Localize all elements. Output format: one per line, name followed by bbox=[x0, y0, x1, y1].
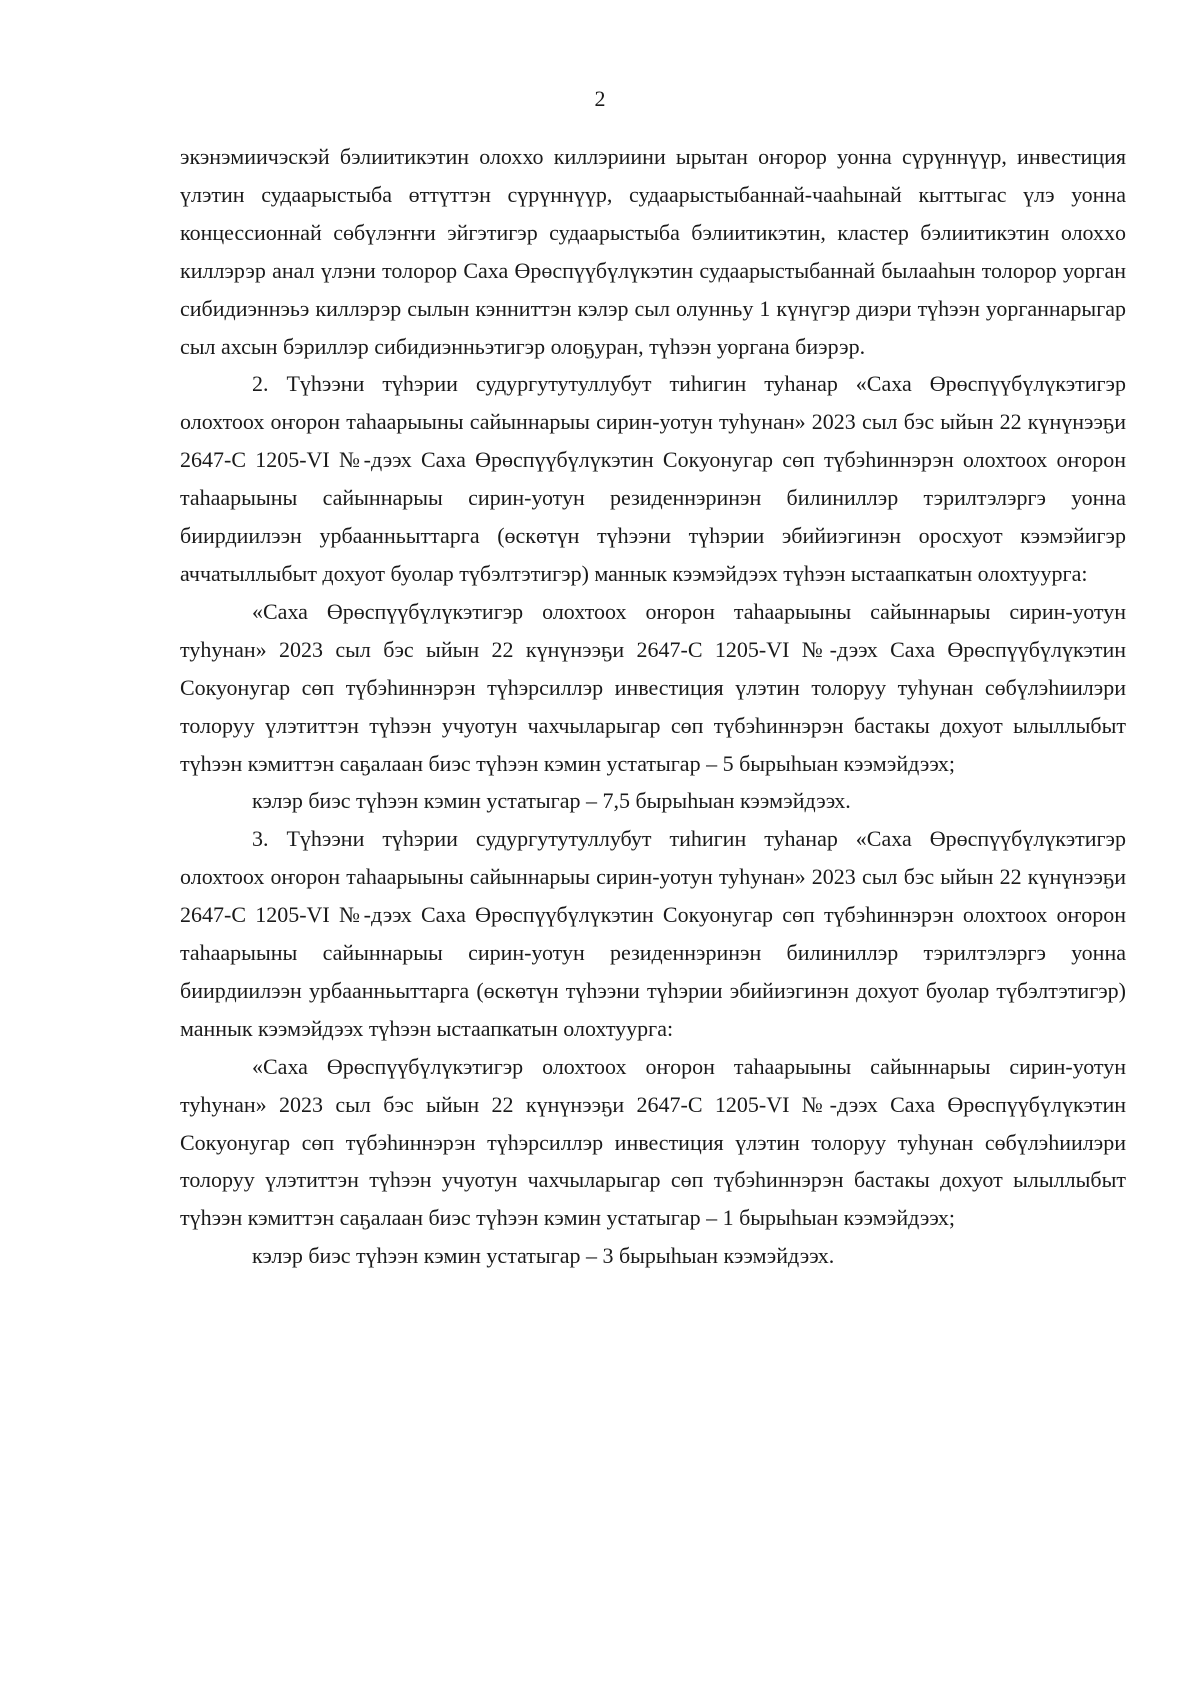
paragraph-7: кэлэр биэс түһээн кэмин устатыгар – 3 бырыһыан кээмэйдээх. bbox=[252, 1243, 835, 1269]
paragraph-2: 2. Түһээни түһэрии судургутутуллубут тиһигин туһанар «Саха Өрөспүүбүлүкэтигэр олохтоох оҥорон таһаарыыны сайыннарыы сирин-уотун туһунан» 2023 сыл бэс ыйын 22 күнүнээҕи 2647-С 1205-VI №-дээх Саха Өрөспүүбүлүкэтин Сокуонугар сөп түбэһиннэрэн олохтоох оҥорон таһаарыыны сайыннарыы сирин-уотун резиденнэринэн билиниллэр тэрилтэлэргэ уонна биирдиилээн урбаанньыттарга (өскөтүн түһээни түһэрии эбийиэгинэн оросхуот кээмэйигэр аччатыллыбыт дохуот буолар түбэлтэтигэр) маннык кээмэйдээх түһээн ыстаапкатын олохтуурга: bbox=[180, 371, 1126, 586]
paragraph-3: «Саха Өрөспүүбүлүкэтигэр олохтоох оҥорон таһаарыыны сайыннарыы сирин-уотун туһунан» 2023 сыл бэс ыйын 22 күнүнээҕи 2647-С 1205-VI №-дээх Саха Өрөспүүбүлүкэтин Сокуонугар сөп түбэһиннэрэн түһэрсиллэр инвестиция үлэтин толоруу туһунан сөбүлэһиилэри толоруу үлэтиттэн түһээн учуотун чахчыларыгар сөп түбэһиннэрэн бастакы дохуот ылыллыбыт түһээн кэмиттэн саҕалаан биэс түһээн кэмин устатыгар – 5 бырыһыан кээмэйдээх; bbox=[180, 598, 1126, 776]
page-number: 2 bbox=[594, 86, 606, 111]
paragraph-4: кэлэр биэс түһээн кэмин устатыгар – 7,5 бырыһыан кээмэйдээх. bbox=[252, 788, 851, 814]
document-body bbox=[180, 138, 1126, 1275]
paragraph-1: экэнэмиичэскэй бэлиитикэтин олоххо киллэриини ырытан оҥорор уонна сүрүннүүр, инвестиция үлэтин судаарыстыба өттүттэн сүрүннүүр, судаарыстыбаннай-чааһынай кыттыгас үлэ уонна концессионнай сөбүлэҥҥи эйгэтигэр судаарыстыба бэлиитикэтин, кластер бэлиитикэтин олохxo киллэрэр анал үлэни толорор Саха Өрөспүүбүлүкэтин судаарыстыбаннай былааһын толорор уорган сибидиэннэьэ киллэрэр сылын кэнниттэн кэлэр сыл олунньу 1 күнүгэр диэри түһээн уорганнарыгар сыл ахсын бэриллэр сибидиэнньэтигэр олоҕуран, түһээн уоргана биэрэр. bbox=[180, 144, 1126, 359]
paragraph-6: «Саха Өрөспүүбүлүкэтигэр олохтоох оҥорон таһаарыыны сайыннарыы сирин-уотун туһунан» 2023 сыл бэс ыйын 22 күнүнээҕи 2647-С 1205-VI №-дээх Саха Өрөспүүбүлүкэтин Сокуонугар сөп түбэһиннэрэн түһэрсиллэр инвестиция үлэтин толоруу туһунан сөбүлэһиилэри толоруу үлэтиттэн түһээн учуотун чахчыларыгар сөп түбэһиннэрэн бастакы дохуот ылыллыбыт түһээн кэмиттэн саҕалаан биэс түһээн кэмин устатыгар – 1 бырыһыан кээмэйдээх; bbox=[180, 1053, 1126, 1231]
paragraph-5: 3. Түһээни түһэрии судургутутуллубут тиһигин туһанар «Саха Өрөспүүбүлүкэтигэр олохтоох оҥорон таһаарыыны сайыннарыы сирин-уотун туһунан» 2023 сыл бэс ыйын 22 күнүнээҕи 2647-С 1205-VI №-дээх Саха Өрөспүүбүлүкэтин Сокуонугар сөп түбэһиннэрэн олохтоох оҥорон таһаарыыны сайыннарыы сирин-уотун резиденнэринэн билиниллэр тэрилтэлэргэ уонна биирдиилээн урбаанньыттарга (өскөтүн түһээни түһэрии эбийиэгинэн дохуот буолар түбэлтэтигэр) маннык кээмэйдээх түһээн ыстаапкатын олохтуурга: bbox=[180, 826, 1126, 1041]
